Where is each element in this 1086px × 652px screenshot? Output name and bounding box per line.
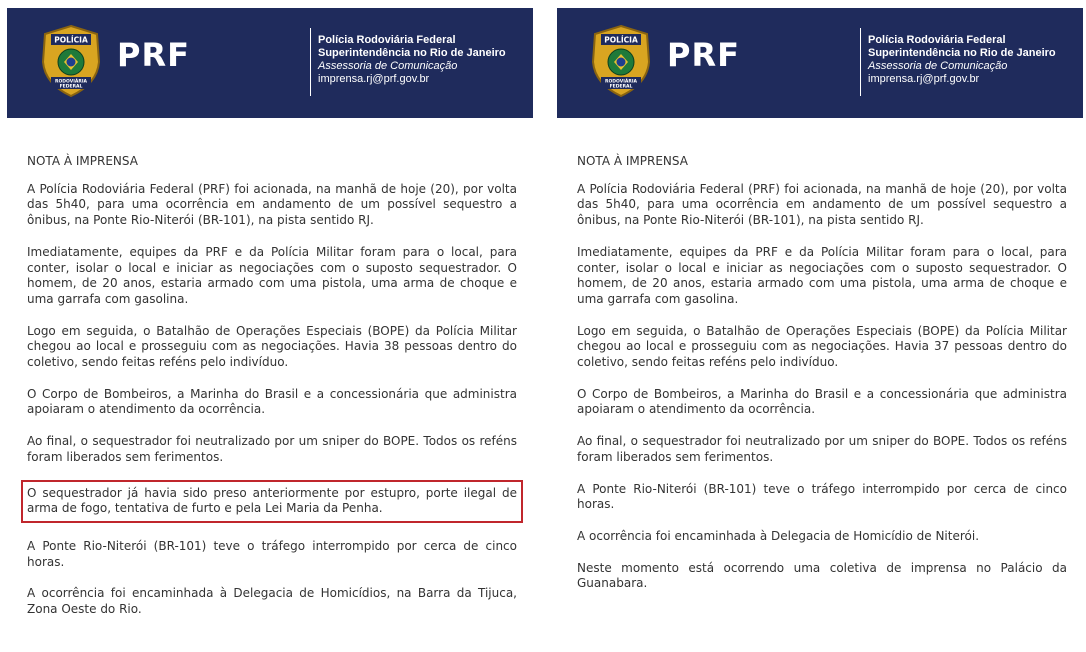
agency-email: imprensa.rj@prf.gov.br <box>868 73 980 85</box>
header-divider <box>860 28 861 96</box>
paragraph: A Ponte Rio-Niterói (BR-101) teve o tráfego interrompido por cerca de cinco horas. <box>27 538 517 569</box>
paragraph: A Polícia Rodoviária Federal (PRF) foi acionada, na manhã de hoje (20), por volta das 5h40, para uma ocorrência em andamento de um possível sequestro a ônibus, na Ponte Rio-Niterói (BR-101), na pista sentido RJ. <box>27 181 517 228</box>
note-body <box>577 154 1067 608</box>
paragraph: Neste momento está ocorrendo uma coletiva de imprensa no Palácio da Guanabara. <box>577 560 1067 591</box>
agency-email: imprensa.rj@prf.gov.br <box>318 73 430 85</box>
paragraph: A ocorrência foi encaminhada à Delegacia de Homicídios, na Barra da Tijuca, Zona Oeste do Rio. <box>27 586 517 617</box>
svg-text:RODOVIÁRIA: RODOVIÁRIA <box>605 79 637 85</box>
prf-header <box>557 8 1083 118</box>
note-title: NOTA À IMPRENSA <box>27 154 138 168</box>
header-divider <box>310 28 311 96</box>
svg-text:FEDERAL: FEDERAL <box>609 84 633 90</box>
prf-badge-icon <box>39 24 103 98</box>
svg-text:FEDERAL: FEDERAL <box>59 84 83 90</box>
prf-badge-icon <box>589 24 653 98</box>
agency-unit: Superintendência no Rio de Janeiro <box>318 47 506 59</box>
prf-header <box>7 8 533 118</box>
paragraph: A ocorrência foi encaminhada à Delegacia de Homicídio de Niterói. <box>577 528 980 543</box>
press-note-left <box>7 8 533 648</box>
svg-text:POLÍCIA: POLÍCIA <box>604 35 638 45</box>
prf-brand: PRF <box>117 36 190 74</box>
agency-info <box>868 34 1078 86</box>
press-note-right <box>557 8 1083 648</box>
paragraph: O Corpo de Bombeiros, a Marinha do Brasil e a concessionária que administra apoiaram o atendimento da ocorrência. <box>27 386 517 417</box>
paragraph: Ao final, o sequestrador foi neutralizado por um sniper do BOPE. Todos os reféns foram liberados sem ferimentos. <box>27 434 517 464</box>
paragraph: Imediatamente, equipes da PRF e da Polícia Militar foram para o local, para conter, isolar o local e iniciar as negociações com o suposto sequestrador. O homem, de 20 anos, estaria armado com uma pistola, uma arma de choque e uma garrafa com gasolina. <box>577 244 1067 306</box>
agency-department: Assessoria de Comunicação <box>318 60 458 72</box>
note-body <box>27 154 517 634</box>
svg-text:RODOVIÁRIA: RODOVIÁRIA <box>55 79 87 85</box>
paragraph: Logo em seguida, o Batalhão de Operações Especiais (BOPE) da Polícia Militar chegou ao local e prosseguiu com as negociações. Havia 38 pessoas dentro do coletivo, sendo feitas reféns pelo indivíduo. <box>27 323 517 370</box>
paragraph: Logo em seguida, o Batalhão de Operações Especiais (BOPE) da Polícia Militar chegou ao local e prosseguiu com as negociações. Havia 37 pessoas dentro do coletivo, sendo feitas reféns pelo indivíduo. <box>577 323 1067 370</box>
agency-name: Polícia Rodoviária Federal <box>868 34 1006 46</box>
svg-text:POLÍCIA: POLÍCIA <box>54 35 88 45</box>
prf-brand: PRF <box>667 36 740 74</box>
paragraph: A Polícia Rodoviária Federal (PRF) foi acionada, na manhã de hoje (20), por volta das 5h40, para uma ocorrência em andamento de um possível sequestro a ônibus, na Ponte Rio-Niterói (BR-101), na pista sentido RJ. <box>577 181 1067 228</box>
agency-unit: Superintendência no Rio de Janeiro <box>868 47 1056 59</box>
paragraph: Imediatamente, equipes da PRF e da Polícia Militar foram para o local, para conter, isolar o local e iniciar as negociações com o suposto sequestrador. O homem, de 20 anos, estaria armado com uma pistola, uma arma de choque e uma garrafa com gasolina. <box>27 244 517 306</box>
note-title: NOTA À IMPRENSA <box>577 154 688 168</box>
paragraph: A Ponte Rio-Niterói (BR-101) teve o tráfego interrompido por cerca de cinco horas. <box>577 481 1067 512</box>
paragraph: O Corpo de Bombeiros, a Marinha do Brasil e a concessionária que administra apoiaram o atendimento da ocorrência. <box>577 386 1067 417</box>
agency-department: Assessoria de Comunicação <box>868 60 1008 72</box>
agency-info <box>318 34 528 86</box>
agency-name: Polícia Rodoviária Federal <box>318 34 456 46</box>
paragraph: Ao final, o sequestrador foi neutralizado por um sniper do BOPE. Todos os reféns foram liberados sem ferimentos. <box>577 434 1067 464</box>
highlighted-paragraph: O sequestrador já havia sido preso anteriormente por estupro, porte ilegal de arma de fogo, tentativa de furto e pela Lei Maria da Penha. <box>27 485 517 516</box>
